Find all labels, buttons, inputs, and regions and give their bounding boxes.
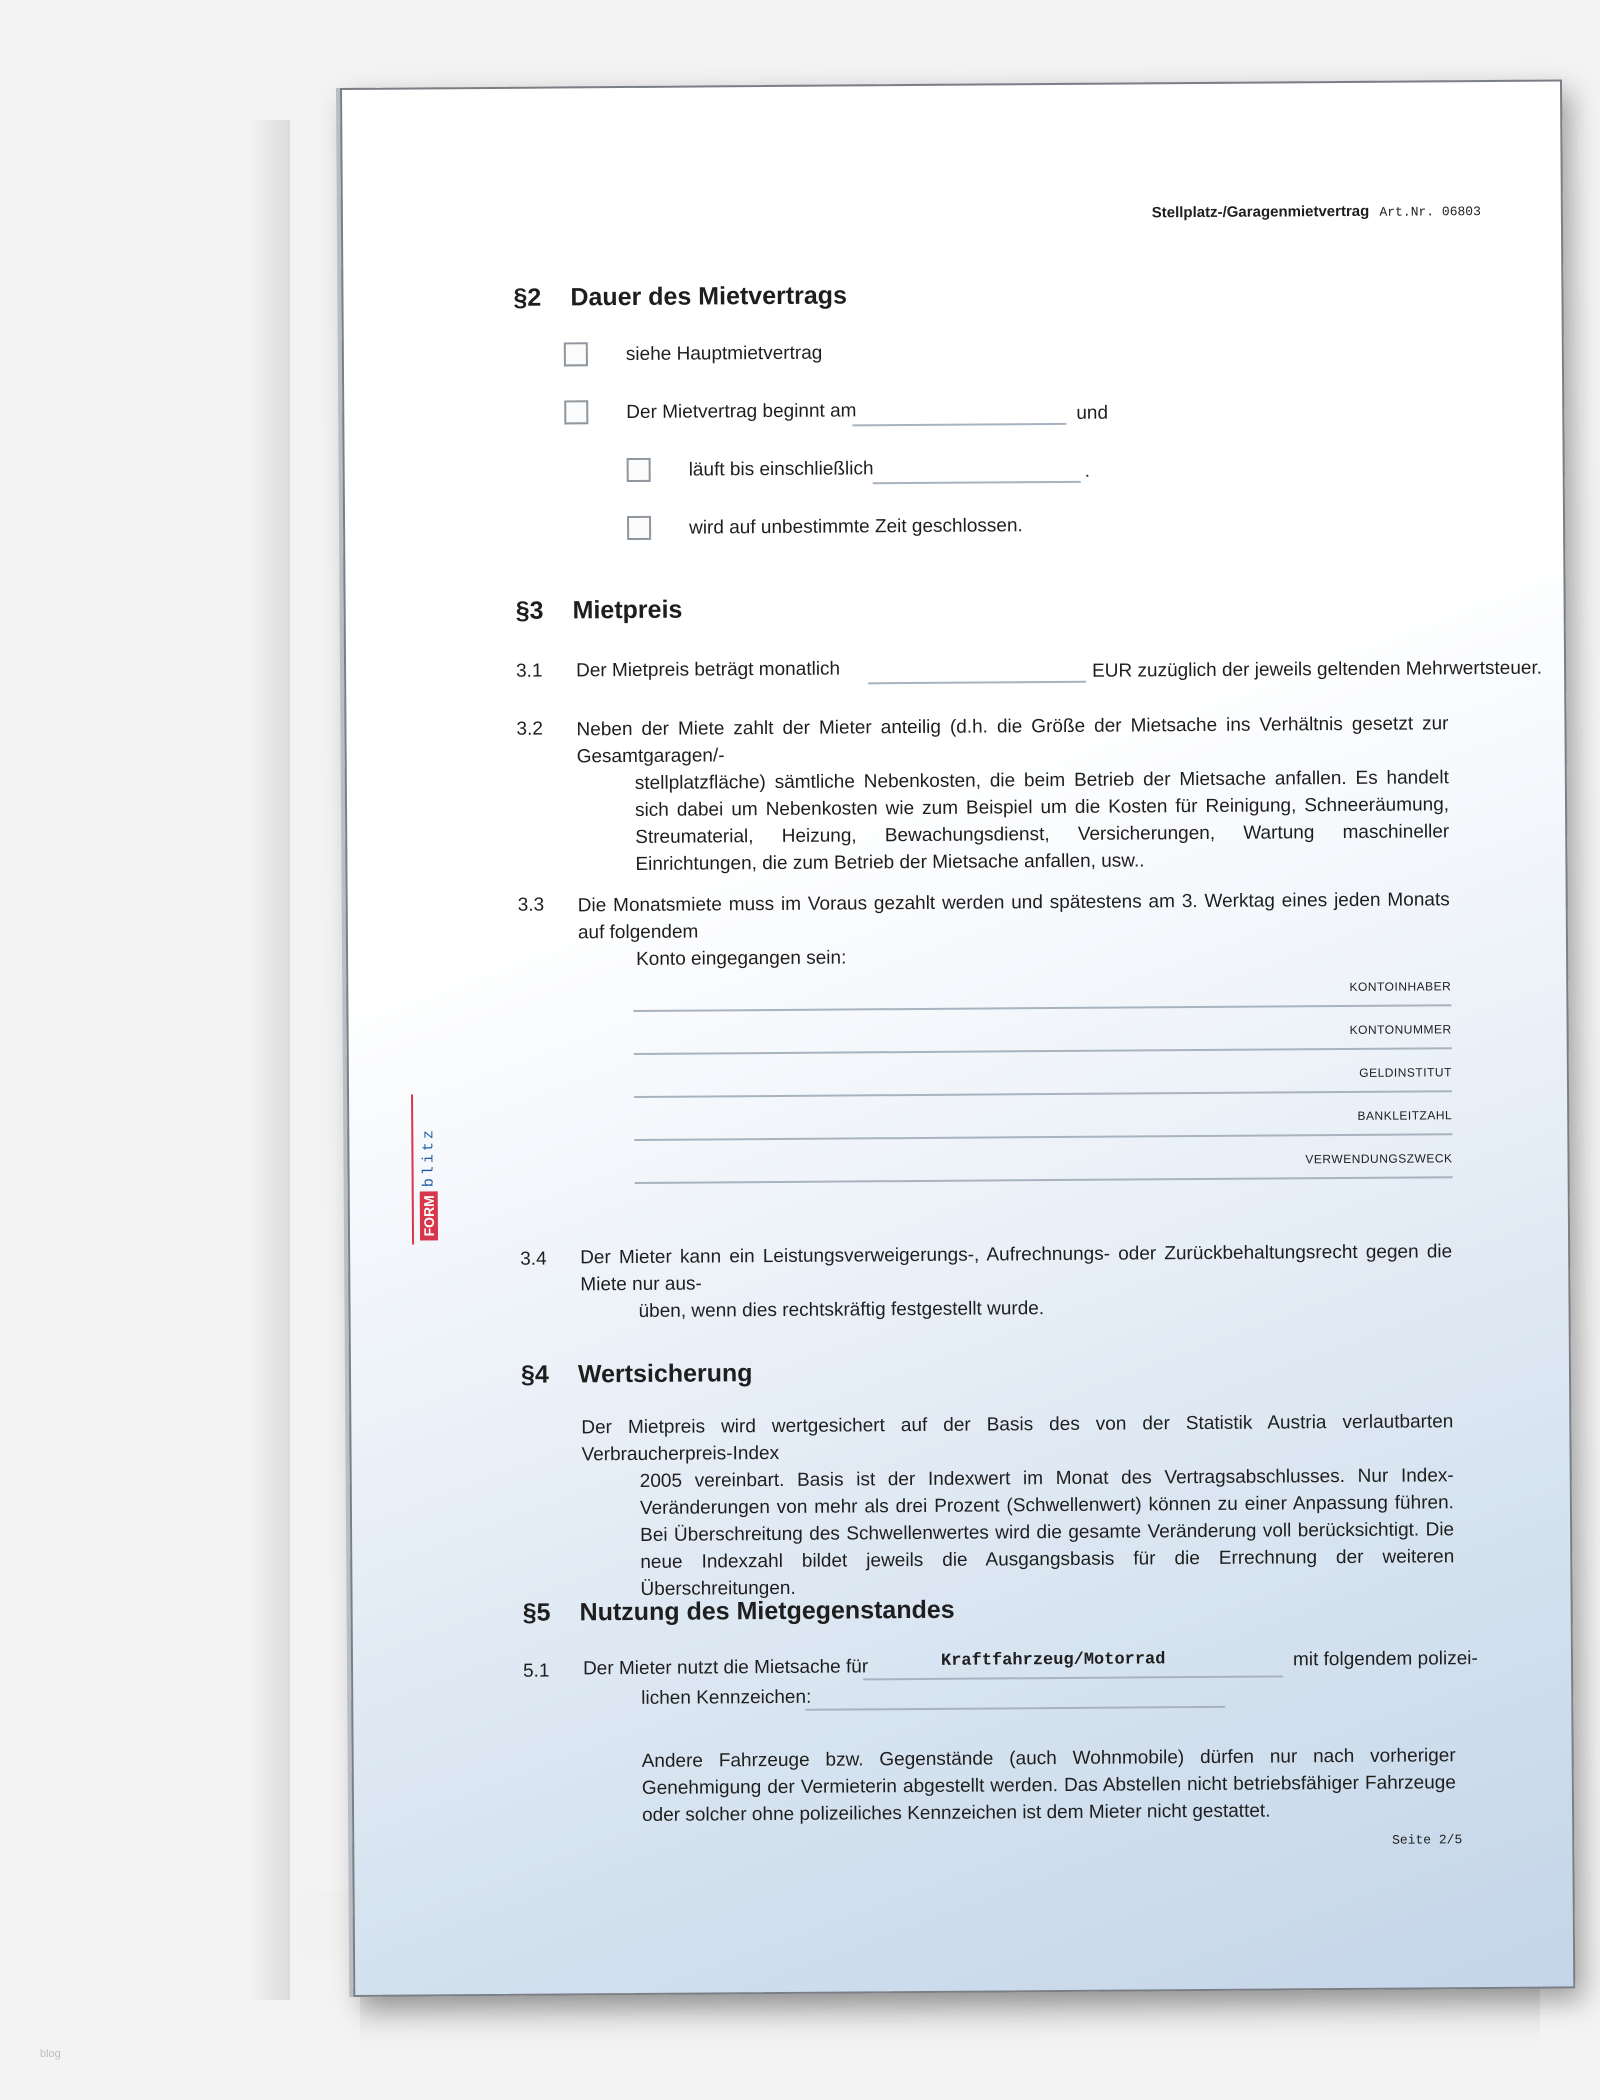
payment-reference-label: VERWENDUNGSZWECK [1305, 1151, 1453, 1167]
clause-3-2-continuation: stellplatzfläche) sämtliche Nebenkosten, die beim Betrieb der Mietsache anfallen. Es handelt sich dabei um Nebenkosten wie zum Beispiel um die Kosten für Reinigung, Schneeräumung, Streumaterial, Heizung, Bewachungsdienst, Versicherungen, Wartung maschineller Einrichtungen, die zum Betrieb der Mietsache anfallen, usw.. [634, 767, 1450, 875]
clause-3-3-number: 3.3 [517, 894, 545, 916]
section-title: Mietpreis [572, 595, 683, 625]
clause-3-1-number: 3.1 [516, 660, 543, 682]
section-title: Wertsicherung [577, 1359, 753, 1389]
page-number: Seite 2/5 [1391, 1832, 1463, 1848]
option-beginn-label: Der Mietvertrag beginnt am [626, 400, 857, 424]
section-number: §3 [515, 596, 544, 625]
payment-reference-field[interactable] [635, 1176, 1453, 1184]
section-3-heading [516, 596, 683, 626]
clause-5-1-second-line: lichen Kennzeichen: [641, 1686, 812, 1709]
clause-3-1-suffix: EUR zuzüglich der jeweils geltenden Mehrwertsteuer. [1092, 657, 1543, 682]
account-number-field[interactable] [634, 1047, 1452, 1055]
section-4-continuation: 2005 vereinbart. Basis ist der Indexwert im Monat des Vertragsabschlusses. Nur Index-Veränderungen von mehr als drei Prozent (Schwellenwert) können zu einer Anpassung führen. Bei Überschreitung des Schwellenwertes wird die gesamte Veränderung voll berücksichtigt. Die neue Indexzahl bildet jeweils die Ausgangsbasis für die Errechnung der weiteren Überschreitungen. [639, 1465, 1455, 1600]
formblitz-logo [411, 1094, 438, 1244]
section-title: Nutzung des Mietgegenstandes [579, 1595, 955, 1627]
section-5-heading [523, 1596, 955, 1628]
usage-purpose-value: Kraftfahrzeug/Motorrad [940, 1650, 1166, 1671]
rent-amount-field[interactable] [868, 681, 1086, 685]
option-hauptmietvertrag-label: siehe Hauptmietvertrag [625, 342, 823, 366]
page-side-shadow [250, 120, 290, 2000]
article-number: Art.Nr. 06803 [1379, 204, 1481, 220]
clause-5-1-suffix: mit folgendem polizei- [1292, 1648, 1478, 1671]
checkbox-unbefristet[interactable] [627, 516, 651, 540]
option-unbefristet-label: wird auf unbestimmte Zeit geschlossen. [689, 515, 1023, 539]
clause-3-3-text [578, 886, 1451, 973]
document-name: Stellplatz-/Garagenmietvertrag [1151, 202, 1370, 222]
usage-purpose-field[interactable] [863, 1675, 1283, 1680]
end-date-field[interactable] [873, 481, 1081, 484]
bank-code-label: BANKLEITZAHL [1357, 1108, 1453, 1123]
bank-code-field[interactable] [634, 1133, 1452, 1141]
clause-3-4-text [580, 1238, 1453, 1325]
account-holder-label: KONTOINHABER [1349, 979, 1452, 994]
clause-3-1-text: Der Mietpreis beträgt monatlich [576, 658, 841, 682]
bank-name-field[interactable] [634, 1090, 1452, 1098]
clause-3-2-text [576, 710, 1449, 878]
clause-3-4-number: 3.4 [520, 1248, 547, 1270]
section-4-text [581, 1408, 1454, 1603]
section-number: §2 [513, 283, 542, 312]
section-4-first-line: Der Mietpreis wird wertgesichert auf der Basis des von der Statistik Austria verlautbarten Verbraucherpreis-Index [581, 1411, 1454, 1466]
clause-3-4-continuation: üben, wenn dies rechtskräftig festgestellt wurde. [638, 1298, 1045, 1322]
section-4-heading [521, 1359, 753, 1390]
checkbox-befristet[interactable] [627, 458, 651, 482]
clause-3-4-first-line: Der Mieter kann ein Leistungsverweigerungs-, Aufrechnungs- oder Zurückbehaltungsrecht gegen die Miete nur aus- [580, 1241, 1453, 1296]
bank-name-label: GELDINSTITUT [1359, 1065, 1452, 1080]
logo-form-text: FORM [420, 1191, 438, 1240]
account-holder-field[interactable] [633, 1004, 1451, 1012]
section-number: §5 [522, 1598, 551, 1627]
clause-3-2-first-line: Neben der Miete zahlt der Mieter anteilig (d.h. die Größe der Mietsache ins Verhältnis gesetzt zur Gesamtgaragen/- [576, 713, 1449, 768]
clause-3-3-first-line: Die Monatsmiete muss im Voraus gezahlt werden und spätestens am 3. Werktag eines jeden Monats auf folgendem [577, 889, 1450, 944]
option-befristet-suffix: . [1084, 460, 1091, 482]
clause-5-1-note: Andere Fahrzeuge bzw. Gegenstände (auch Wohnmobile) dürfen nur nach vorheriger Genehmigung der Vermieterin abgestellt werden. Das Abstellen nicht betriebsfähiger Fahrzeuge oder solcher ohne polizeiliches Kennzeichen ist dem Mieter nicht gestattet. [641, 1745, 1456, 1826]
account-number-label: KONTONUMMER [1349, 1022, 1452, 1037]
watermark-text: blog [40, 2048, 61, 2060]
logo-blitz-text: blitz [419, 1127, 438, 1188]
option-befristet-label: läuft bis einschließlich [688, 458, 874, 481]
checkbox-beginn[interactable] [564, 400, 588, 424]
option-beginn-suffix: und [1076, 402, 1109, 424]
section-2-heading [513, 281, 847, 312]
start-date-field[interactable] [852, 423, 1066, 426]
section-title: Dauer des Mietvertrags [570, 281, 848, 312]
clause-3-3-continuation: Konto eingegangen sein: [636, 947, 847, 970]
section-number: §4 [520, 1360, 549, 1389]
document-page [340, 79, 1575, 1996]
clause-5-1-text: Der Mieter nutzt die Mietsache für [582, 1656, 869, 1680]
checkbox-hauptmietvertrag[interactable] [564, 342, 588, 366]
document-header [1152, 202, 1481, 221]
license-plate-field[interactable] [805, 1706, 1225, 1711]
clause-5-1-number: 5.1 [522, 1660, 550, 1682]
clause-3-2-number: 3.2 [516, 718, 543, 740]
